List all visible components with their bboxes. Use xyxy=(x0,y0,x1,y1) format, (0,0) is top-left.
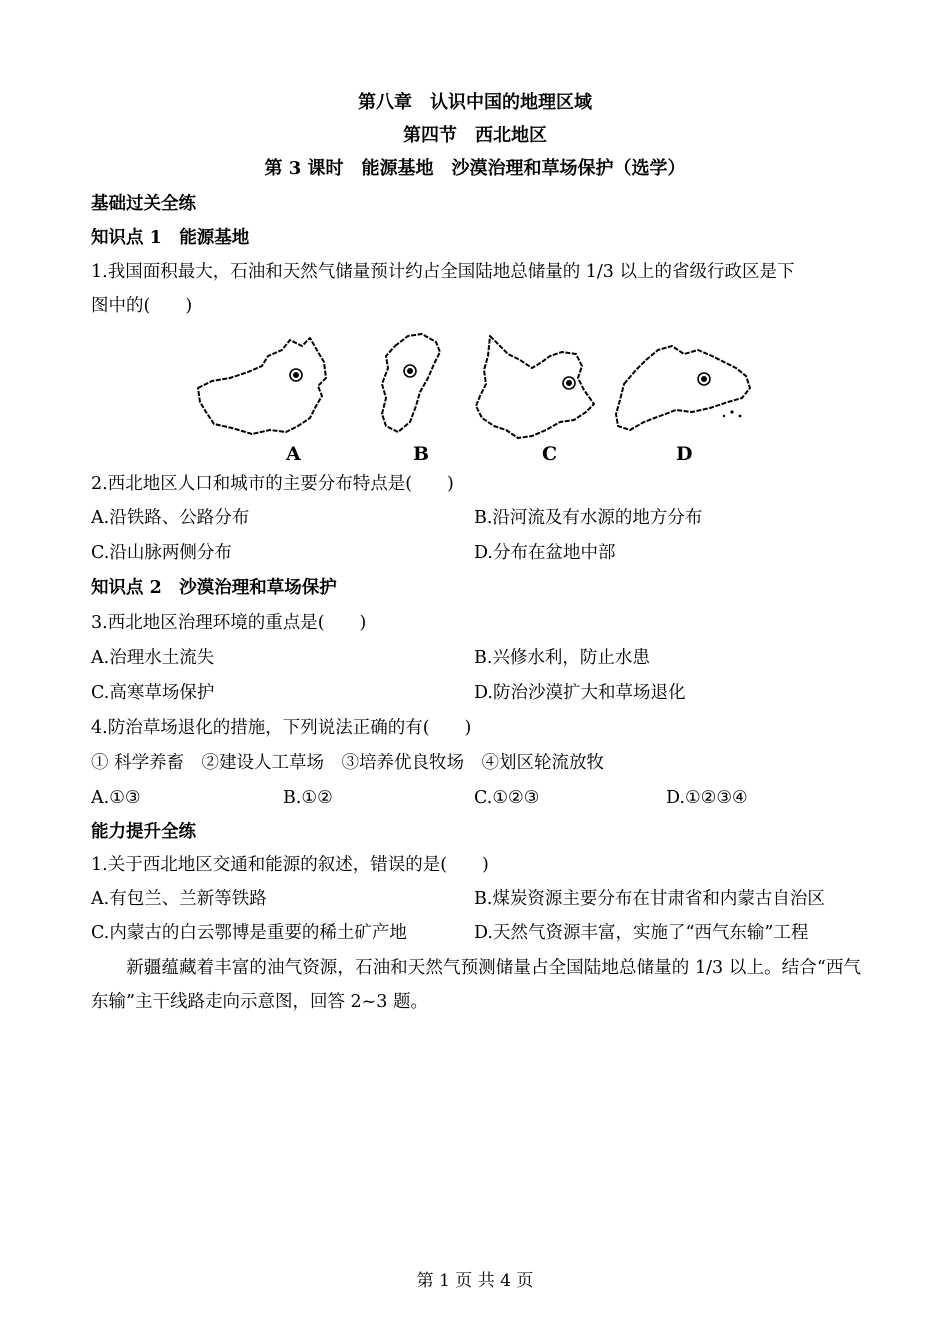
q4-text: 4.防治草场退化的措施，下列说法正确的有( ) xyxy=(91,718,472,738)
p2-q1-option-b: B.煤炭资源主要分布在甘肃省和内蒙古自治区 xyxy=(474,889,825,909)
capital-marker-d xyxy=(698,373,710,385)
p2-q1-text: 1.关于西北地区交通和能源的叙述，错误的是( ) xyxy=(91,855,489,875)
q3-option-a: A.治理水土流失 xyxy=(91,648,215,668)
q2-option-a: A.沿铁路、公路分布 xyxy=(91,508,250,528)
capital-marker-b xyxy=(404,365,416,377)
chapter-title: 第八章 认识中国的地理区域 xyxy=(358,92,592,113)
p2-q1-option-c: C.内蒙古的白云鄂博是重要的稀土矿产地 xyxy=(91,923,407,943)
q2-option-d: D.分布在盆地中部 xyxy=(474,543,616,563)
map-a-outline xyxy=(198,338,326,434)
map-b-outline xyxy=(382,334,440,432)
q2-option-b: B.沿河流及有水源的地方分布 xyxy=(474,508,703,528)
p2-q1-option-d: D.天然气资源丰富，实施了“西气东输”工程 xyxy=(474,923,809,943)
capital-marker-c xyxy=(563,377,575,389)
q1-text-line1: 1.我国面积最大，石油和天然气储量预计约占全国陆地总储量的 1/3 以上的省级行政区是下 xyxy=(91,262,795,282)
part1-title: 基础过关全练 xyxy=(91,194,196,214)
section-title: 第四节 西北地区 xyxy=(403,125,547,146)
map-d-outline xyxy=(616,346,750,430)
map-label-d: D xyxy=(676,443,693,464)
q4-option-b: B.①② xyxy=(283,788,333,808)
q2-text: 2.西北地区人口和城市的主要分布特点是( ) xyxy=(91,474,454,494)
passage-text: 新疆蕴藏着丰富的油气资源，石油和天然气预测储量占全国陆地总储量的 1/3 以上。结合“西气东输”主干线路走向示意图，回答 2~3 题。 xyxy=(91,958,861,1012)
knowledge-point-2: 知识点 2 沙漠治理和草场保护 xyxy=(91,578,337,598)
q4-option-a: A.①③ xyxy=(91,788,141,808)
map-label-b: B xyxy=(413,443,430,464)
q4-option-c: C.①②③ xyxy=(474,788,540,808)
q3-text: 3.西北地区治理环境的重点是( ) xyxy=(91,613,367,633)
knowledge-point-1: 知识点 1 能源基地 xyxy=(91,228,250,248)
province-maps-figure xyxy=(190,326,760,464)
page-number: 第 1 页 共 4 页 xyxy=(416,1271,534,1291)
capital-marker-a xyxy=(290,369,302,381)
part2-title: 能力提升全练 xyxy=(91,822,196,842)
q3-option-d: D.防治沙漠扩大和草场退化 xyxy=(474,683,686,703)
map-label-a: A xyxy=(286,443,301,464)
map-c-outline xyxy=(476,336,594,438)
q4-items: ① 科学养畜 ②建设人工草场 ③培养优良牧场 ④划区轮流放牧 xyxy=(91,753,605,773)
q3-option-c: C.高寒草场保护 xyxy=(91,683,215,703)
q2-option-c: C.沿山脉两侧分布 xyxy=(91,543,232,563)
map-label-c: C xyxy=(542,443,558,464)
lesson-title: 第 3 课时 能源基地 沙漠治理和草场保护（选学） xyxy=(264,158,686,179)
p2-q1-option-a: A.有包兰、兰新等铁路 xyxy=(91,889,267,909)
q3-option-b: B.兴修水利，防止水患 xyxy=(474,648,650,668)
q4-option-d: D.①②③④ xyxy=(666,788,748,808)
q1-text-line2: 图中的( ) xyxy=(91,296,193,316)
